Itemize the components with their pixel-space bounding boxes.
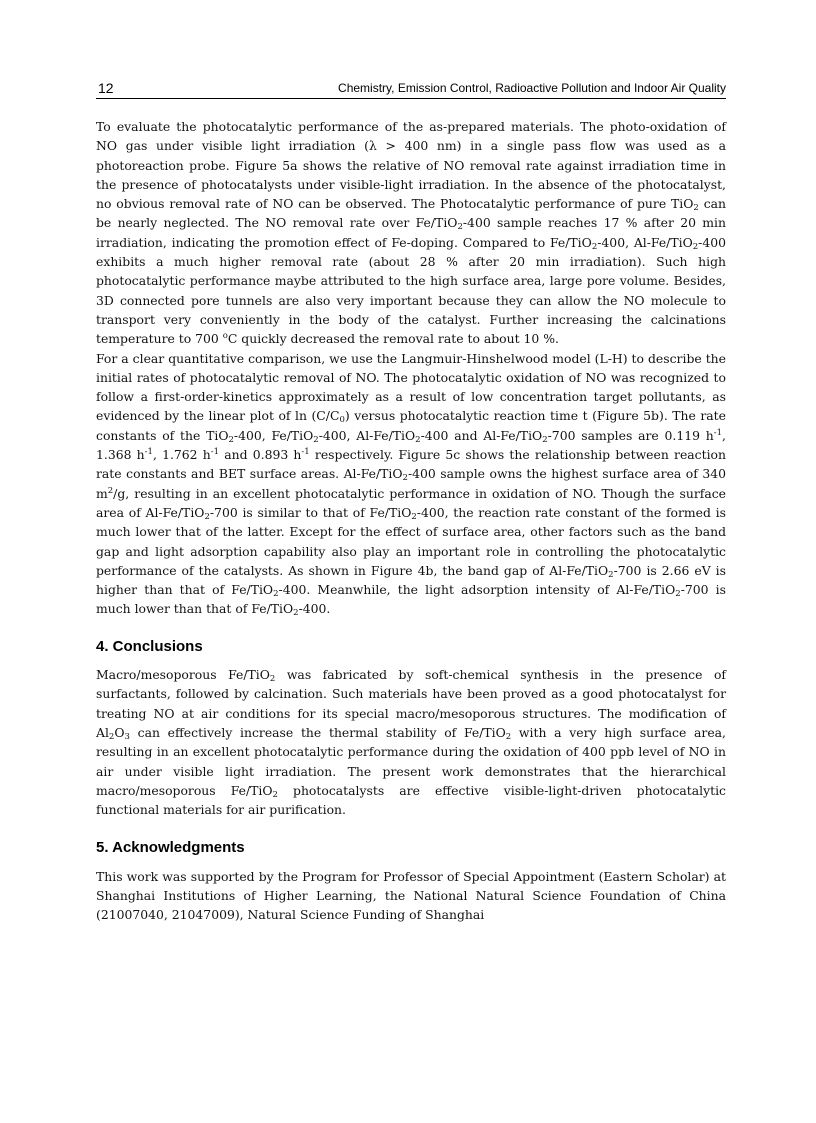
superscript: -1	[210, 447, 220, 458]
text-span: , 1.368 h	[96, 427, 726, 463]
text-span: For a clear quantitative comparison, we use the Langmuir-Hinshelwood model (L-H) to describe the initial rates of photocatalytic removal of NO. The photocatalytic oxidation of NO was recognized to follow a first-order-kinetics approximately as a result of low concentration target pollutants, as evidenced by the linear plot of ln (C/C	[96, 350, 726, 424]
paragraph-acknowledgments	[96, 867, 726, 925]
text-span: -400, Al-Fe/TiO	[318, 427, 416, 443]
text-span: can be nearly neglected. The NO removal rate over Fe/TiO	[96, 196, 726, 231]
page	[96, 0, 726, 1123]
text-span: , 1.762 h	[152, 447, 211, 463]
text-span: -400, Fe/TiO	[233, 427, 314, 443]
superscript: -1	[713, 427, 723, 438]
text-span: photocatalysts are effective visible-light-driven photocatalytic functional materials for air purification.	[96, 782, 726, 818]
superscript: -1	[301, 447, 310, 458]
text-span: ) versus photocatalytic reaction time t (Figure 5b). The rate constants of the TiO	[96, 408, 726, 443]
text-span: Macro/mesoporous Fe/TiO	[96, 667, 270, 683]
text-span: -700 is much lower than that of Fe/TiO	[96, 582, 726, 617]
superscript: 2	[107, 485, 114, 496]
subscript: 2	[591, 241, 598, 252]
subscript: 3	[124, 731, 130, 742]
text-span: To evaluate the photocatalytic performance of the as-prepared materials. The photo-oxidation of NO gas under visible light irradiation (λ > 400 nm) in a single pass flow was used as a photoreaction probe. Figure 5a shows the relative of NO removal rate against irradiation time in the presence of photocatalysts under visible-light irradiation. In the absence of the photocatalyst, no obvious removal rate of NO can be observed. The Photocatalytic performance of pure TiO	[96, 119, 726, 212]
text-span: was fabricated by soft-chemical synthesis in the presence of surfactants, followed by calcination. Such materials have been proved as a good photocatalyst for treating NO at air conditions for its special macro/mesoporous structures. The modification of Al	[96, 667, 727, 740]
subscript: 2	[108, 731, 115, 742]
text-span: -400 sample reaches 17 % after 20 min irradiation, indicating the promotion effect of Fe-doping. Compared to Fe/TiO	[96, 215, 726, 250]
article-body	[96, 117, 726, 925]
paragraph-photocatalytic-performance	[96, 117, 726, 349]
subscript: 2	[402, 473, 408, 484]
text-span: -400, the reaction rate constant of the formed is much lower that of the latter. Except for the effect of surface area, other factors such as the band gap and light adsorption capability also play an important role in controlling the photocatalytic performance of the catalysts. As shown in Figure 4b, the band gap of Al-Fe/TiO	[96, 504, 726, 578]
text-span: -400 exhibits a much higher removal rate (about 28 % after 20 min irradiation). Such high photocatalytic performance maybe attributed to the high surface area, large pore volume. Besides, 3D connected pore tunnels are also very important because they can allow the NO molecule to transport very conveniently in the body of the catalyst. Further increasing the calcinations temperature to 700	[96, 234, 726, 347]
subscript: 2	[204, 511, 210, 522]
text-span: respectively. Figure 5c shows the relationship between reaction rate constants and BET surface areas. Al-Fe/TiO	[96, 447, 726, 482]
section-heading-acknowledgments: 5. Acknowledgments	[96, 839, 245, 857]
page-header	[96, 80, 726, 99]
text-span: This work was supported by the Program for Professor of Special Appointment (Eastern Scholar) at Shanghai Institutions of Higher Learning, the National Natural Science Foundation of China (21007040, 21047009), Natural Science Funding of Shanghai	[96, 868, 726, 923]
subscript: 0	[339, 415, 345, 426]
subscript: 2	[411, 511, 417, 522]
text-span: -700 is similar to that of Fe/TiO	[209, 504, 412, 520]
subscript: 2	[273, 589, 279, 600]
text-span: /g, resulting in an excellent photocatalytic performance in oxidation of NO. Though the surface area of Al-Fe/TiO	[96, 485, 726, 520]
text-span: -400.	[298, 601, 331, 617]
subscript: 2	[675, 589, 681, 600]
running-title: Chemistry, Emission Control, Radioactive Pollution and Indoor Air Quality	[338, 81, 726, 95]
subscript: 2	[293, 608, 299, 619]
text-span: -400. Meanwhile, the light adsorption intensity of Al-Fe/TiO	[278, 582, 676, 598]
subscript: 2	[505, 731, 512, 742]
text-span: O	[114, 724, 125, 740]
text-span: -700 samples are 0.119 h	[547, 427, 714, 443]
subscript: 2	[272, 789, 278, 800]
text-span: -400 and Al-Fe/TiO	[420, 427, 543, 443]
text-span: with a very high surface area, resulting in an excellent photocatalytic performance during the oxidation of 400 ppb level of NO in air under visible light irradiation. The present work demonstrates that the hierarchical macro/mesoporous Fe/TiO	[96, 724, 726, 798]
text-span: can effectively increase the thermal stability of Fe/TiO	[129, 724, 506, 740]
paragraph-conclusions	[96, 665, 726, 819]
text-span: -400, Al-Fe/TiO	[597, 234, 693, 250]
subscript: 2	[692, 241, 699, 252]
subscript: 2	[313, 434, 319, 445]
subscript: 2	[542, 434, 548, 445]
text-span: and 0.893 h	[219, 447, 302, 463]
subscript: 2	[457, 222, 463, 233]
superscript: o	[222, 331, 228, 342]
section-heading-conclusions: 4. Conclusions	[96, 637, 203, 655]
subscript: 2	[269, 674, 276, 685]
text-span: -400 sample owns the highest surface area of 340 m	[96, 466, 726, 501]
subscript: 2	[228, 434, 234, 445]
page-number: 12	[98, 80, 114, 96]
paragraph-kinetics	[96, 349, 726, 619]
subscript: 2	[693, 203, 699, 214]
subscript: 2	[415, 434, 421, 445]
text-span: C quickly decreased the removal rate to about 10 %.	[227, 331, 559, 347]
text-span: -700 is 2.66 eV is higher than that of Fe/TiO	[96, 562, 726, 598]
subscript: 2	[608, 569, 614, 580]
superscript: -1	[144, 447, 153, 458]
